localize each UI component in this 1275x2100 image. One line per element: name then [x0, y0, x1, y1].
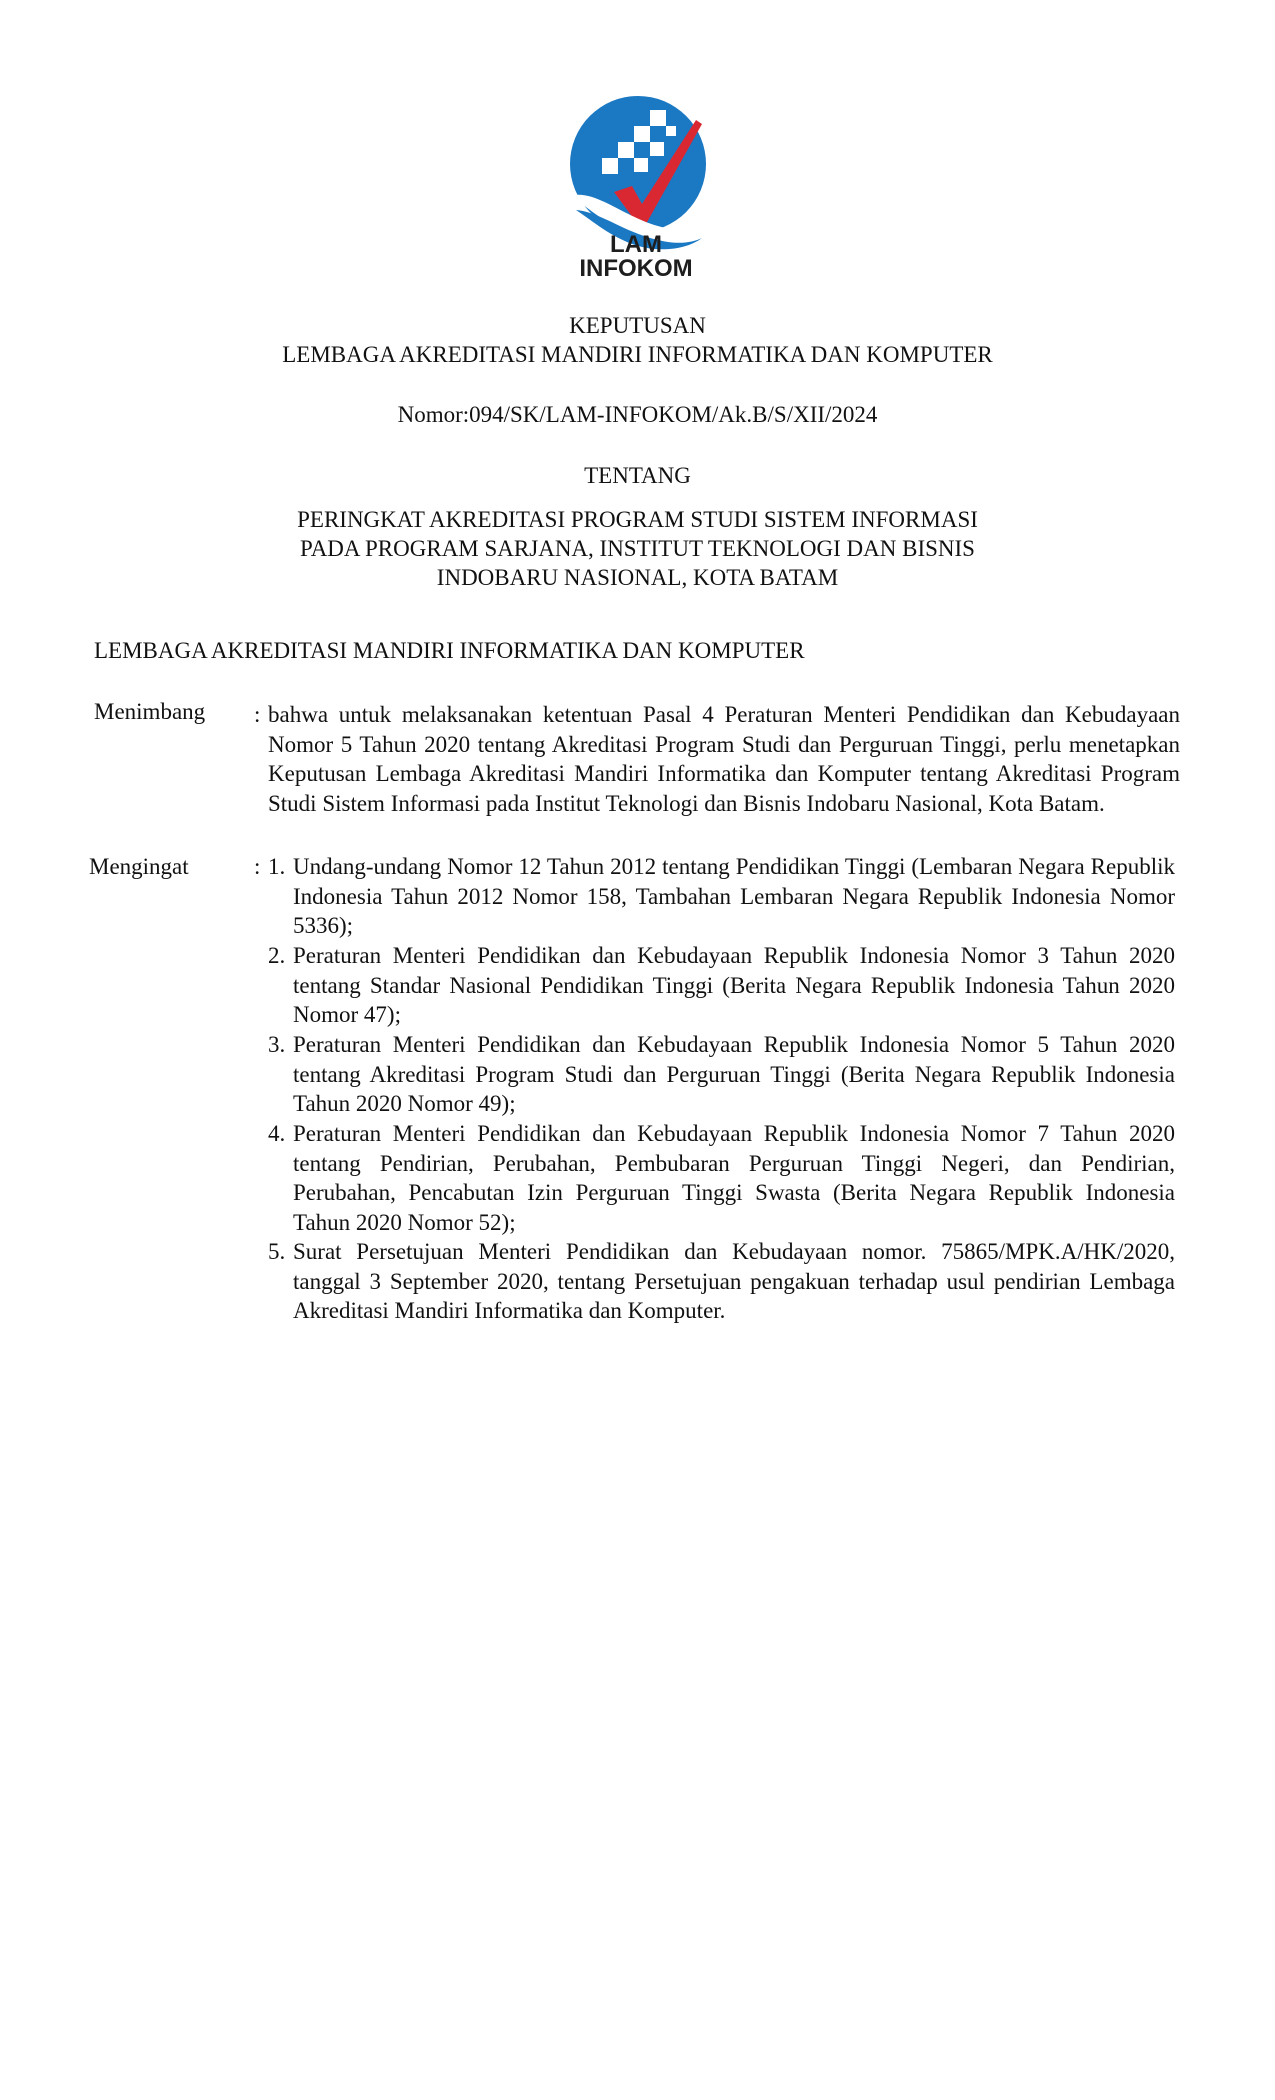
menimbang-label: Menimbang	[94, 699, 206, 724]
mengingat-item-4-text: Peraturan Menteri Pendidikan dan Kebudayaan Republik Indonesia Nomor 7 Tahun 2020 tentang Pendirian, Perubahan, Pembubaran Perguruan Tinggi Negeri, dan Pendirian, Perubahan, Pencabutan Izin Perguruan Tinggi Swasta (Berita Negara Republik Indonesia Tahun 2020 Nomor 52);	[293, 1121, 1175, 1235]
mengingat-item-5-text: Surat Persetujuan Menteri Pendidikan dan Kebudayaan nomor. 75865/MPK.A/HK/2020, tanggal 3 September 2020, tentang Persetujuan pengakuan terhadap usul pendirian Lembaga Akreditasi Mandiri Informatika dan Komputer.	[293, 1239, 1175, 1323]
lam-infokom-logo	[556, 92, 716, 292]
subject-line-3: INDOBARU NASIONAL, KOTA BATAM	[436, 565, 839, 590]
menimbang-text: bahwa untuk melaksanakan ketentuan Pasal 4 Peraturan Menteri Pendidikan dan Kebudayaan Nomor 5 Tahun 2020 tentang Akreditasi Program Studi dan Perguruan Tinggi, perlu menetapkan Keputusan Lembaga Akreditasi Mandiri Informatika dan Komputer tentang Akreditasi Program Studi Sistem Informasi pada Institut Teknologi dan Bisnis Indobaru Nasional, Kota Batam.	[268, 702, 1180, 816]
menimbang-colon: :	[254, 702, 261, 727]
issuer-line: LEMBAGA AKREDITASI MANDIRI INFORMATIKA DAN KOMPUTER	[94, 638, 805, 663]
mengingat-item-4-number: 4.	[268, 1121, 286, 1146]
logo-text-lam: LAM	[610, 231, 662, 258]
mengingat-item-5-number: 5.	[268, 1239, 286, 1264]
institution-heading: LEMBAGA AKREDITASI MANDIRI INFORMATIKA DAN KOMPUTER	[282, 342, 993, 367]
mengingat-item-3-number: 3.	[268, 1032, 286, 1057]
mengingat-item-2-number: 2.	[268, 943, 286, 968]
mengingat-item-1-text: Undang-undang Nomor 12 Tahun 2012 tentang Pendidikan Tinggi (Lembaran Negara Republik Indonesia Tahun 2012 Nomor 158, Tambahan Lembaran Negara Republik Indonesia Nomor 5336);	[293, 854, 1175, 938]
decree-number: Nomor:094/SK/LAM-INFOKOM/Ak.B/S/XII/2024	[397, 402, 878, 427]
mengingat-item-1-number: 1.	[268, 854, 286, 879]
decree-heading: KEPUTUSAN	[569, 313, 706, 338]
subject-line-1: PERINGKAT AKREDITASI PROGRAM STUDI SISTEM INFORMASI	[297, 507, 978, 532]
logo-text-infokom: INFOKOM	[579, 255, 693, 282]
mengingat-colon: :	[254, 854, 261, 879]
subject-line-2: PADA PROGRAM SARJANA, INSTITUT TEKNOLOGI DAN BISNIS	[300, 536, 975, 561]
mengingat-item-3-text: Peraturan Menteri Pendidikan dan Kebudayaan Republik Indonesia Nomor 5 Tahun 2020 tentang Akreditasi Program Studi dan Perguruan Tinggi (Berita Negara Republik Indonesia Tahun 2020 Nomor 49);	[293, 1032, 1175, 1116]
tentang-heading: TENTANG	[584, 463, 691, 488]
mengingat-item-2-text: Peraturan Menteri Pendidikan dan Kebudayaan Republik Indonesia Nomor 3 Tahun 2020 tentang Standar Nasional Pendidikan Tinggi (Berita Negara Republik Indonesia Tahun 2020 Nomor 47);	[293, 943, 1175, 1027]
mengingat-label: Mengingat	[89, 854, 189, 879]
